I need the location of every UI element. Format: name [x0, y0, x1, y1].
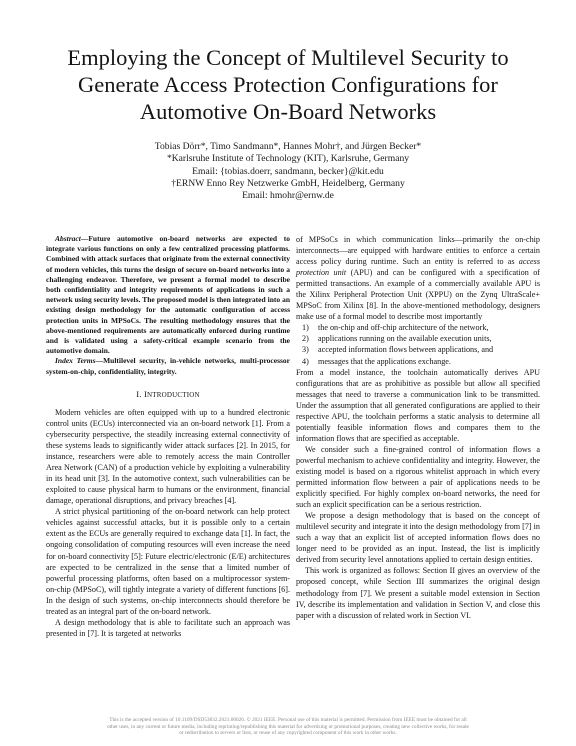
list-item-text: messages that the applications exchange. [318, 356, 451, 366]
emphasis-term: access protection unit [296, 257, 540, 278]
body-paragraph: A design methodology that is able to facilitate such an approach was presented in [7]. It is targeted at networks [46, 617, 290, 638]
email-kit: Email: {tobias.doerr, sandmann, becker}@kit.edu [192, 165, 384, 177]
body-paragraph [296, 234, 540, 322]
list-number: 1) [302, 323, 309, 333]
index-terms-label: Index Terms [55, 356, 96, 366]
footer-line: or redistribution to servers or lists, or reuse of any copyrighted component of this work in other works. [179, 730, 397, 737]
affiliation-ernw: †ERNW Enno Rey Netzwerke GmbH, Heidelberg, Germany [171, 177, 405, 189]
list-item [302, 322, 540, 333]
abstract-text: —Future automotive on-board networks are expected to integrate various functions on only a few centralized processing platforms. Combined with attack surfaces that originate from the external connectivity of modern vehicles, this turns the design of secure on-board networks into a challenging endeavor. Therefore, we present a formal model to describe both confidentiality and integrity requirements of applications in such a network using security levels. The proposed model is then integrated into an existing design methodology for the automatic configuration of access protection units in MPSoCs. The resulting methodology ensures that the above-mentioned requirements are automatically enforced during runtime and is validated using a safety-critical example scenario from the automotive domain. [46, 234, 290, 356]
body-paragraph: We propose a design methodology that is based on the concept of multilevel security and integrate it into the design methodology from [7] in such a way that an explicit list of accepted information flows does no longer need to be provided as an input. Instead, the list is implicitly derived from security level annotations applied to certain design entities. [296, 511, 540, 565]
list-item-text: applications running on the available execution units, [318, 334, 492, 344]
list-number: 2) [302, 334, 309, 344]
paper-title [40, 44, 536, 125]
section-number: I. [136, 388, 142, 399]
index-terms-text: —Multilevel security, in-vehicle networks, multi-processor system-on-chip, confidentiality, integrity. [46, 356, 291, 376]
list-item [302, 333, 540, 344]
index-terms [46, 356, 290, 376]
author-block [60, 141, 516, 202]
body-paragraph: This work is organized as follows: Section II gives an overview of the proposed concept, while Section III summarizes the original design methodology from [7]. We present a suitable model extension in Section IV, describe its implementation and validation in Section V, and close this paper with a discussion of related work in Section VI. [296, 566, 540, 620]
list-item-text: the on-chip and off-chip architecture of the network, [318, 323, 489, 333]
list-item [302, 356, 540, 367]
body-paragraph: A strict physical partitioning of the on-board network can help protect vehicles against successful attacks, but it is possible only to a certain extent as the ECUs are generally required to exchange data [1]. In fact, the ongoing consolidation of computing resources will even increase the need for on-board connectivity [5]: Future electric/electronic (E/E) architectures are expected to be centralized in the sense that a limited number of powerful processing platforms, often based on a multiprocessor system-on-chip (MPSoC), will tightly integrate a variety of different functions [6]. In the design of such systems, on-chip interconnects should therefore be treated as an integral part of the on-board network. [46, 507, 290, 616]
right-column [296, 234, 540, 621]
affiliation-kit: *Karlsruhe Institute of Technology (KIT), Karlsruhe, Germany [166, 153, 410, 165]
list-item [302, 344, 540, 355]
title-line: Automotive On-Board Networks [139, 99, 437, 124]
left-column [46, 234, 290, 639]
body-paragraph: From a model instance, the toolchain automatically derives APU configurations that are as prohibitive as possible but allow all specified messages that need to traverse a communication link to be transmitted. Under the assumption that all generated configurations are applied to their respective APU, the toolchain performs a static analysis to determine all potentially feasible information flows and compares them to the information flows that are specified as acceptable. [296, 367, 540, 443]
list-number: 4) [302, 356, 309, 366]
numbered-list [296, 322, 540, 366]
abstract [46, 234, 290, 356]
section-heading [46, 389, 290, 401]
section-initial: I [143, 388, 148, 399]
email-ernw: Email: hmohr@ernw.de [242, 190, 334, 202]
title-line: Generate Access Protection Configurations for [78, 72, 498, 97]
list-number: 3) [302, 345, 309, 355]
author-list: Tobias Dörr*, Timo Sandmann*, Hannes Mohr†, and Jürgen Becker* [154, 141, 422, 152]
abstract-label: Abstract [55, 234, 81, 243]
list-item-text: accepted information flows between applications, and [318, 345, 494, 355]
paragraph-text: (APU) and can be configured with a specification of permitted transactions. An example of a commercially available APU is the Xilinx Peripheral Protection Unit (XPPU) on the Zynq UltraScale+ MPSoC from Xilinx [8]. In the above-mentioned methodology, designers make use of a formal model to describe most importantly [296, 268, 541, 322]
section-title-rest: NTRODUCTION [147, 390, 200, 399]
body-paragraph: We consider such a fine-grained control of information flows a powerful mechanism to achieve confidentiality and integrity. However, the existing model is based on a rigorous whitelist approach in which every permitted information flow between a pair of applications needs to be explicitly specified. For highly complex on-board networks, the need for such an explicit specification can be a serious restriction. [296, 444, 540, 510]
paragraph-text: of MPSoCs in which communication links—primarily the on-chip interconnects—are equipped with hardware entities to enforce a certain access policy during runtime. Such an entity is referred to as [296, 235, 540, 267]
title-line: Employing the Concept of Multilevel Security to [67, 45, 509, 70]
footer-line: other uses, in any current or future media, including reprinting/republishing this material for advertising or promotional purposes, creating new collective works, for resale [107, 723, 469, 730]
copyright-footer [58, 717, 518, 737]
body-paragraph: Modern vehicles are often equipped with up to a hundred electronic control units (ECUs) interconnected via an on-board network [1]. From a cybersecurity perspective, the steadily increasing external connectivity of these systems leads to significantly wider attack surfaces [2]. In 2015, for instance, researchers were able to remotely access the main Controller Area Network (CAN) of a production vehicle by exploiting a vulnerability in its head unit [3]. In the automotive context, such vulnerabilities can be exploited to cause physical harm to humans or the environment, financial damage, operational disruptions, and privacy breaches [4]. [46, 407, 290, 506]
footer-line: This is the accepted version of 10.1109/DSD53832.2021.00026. © 2021 IEEE. Personal use of this material is permitted. Permission from IEEE must be obtained for all [109, 717, 467, 723]
